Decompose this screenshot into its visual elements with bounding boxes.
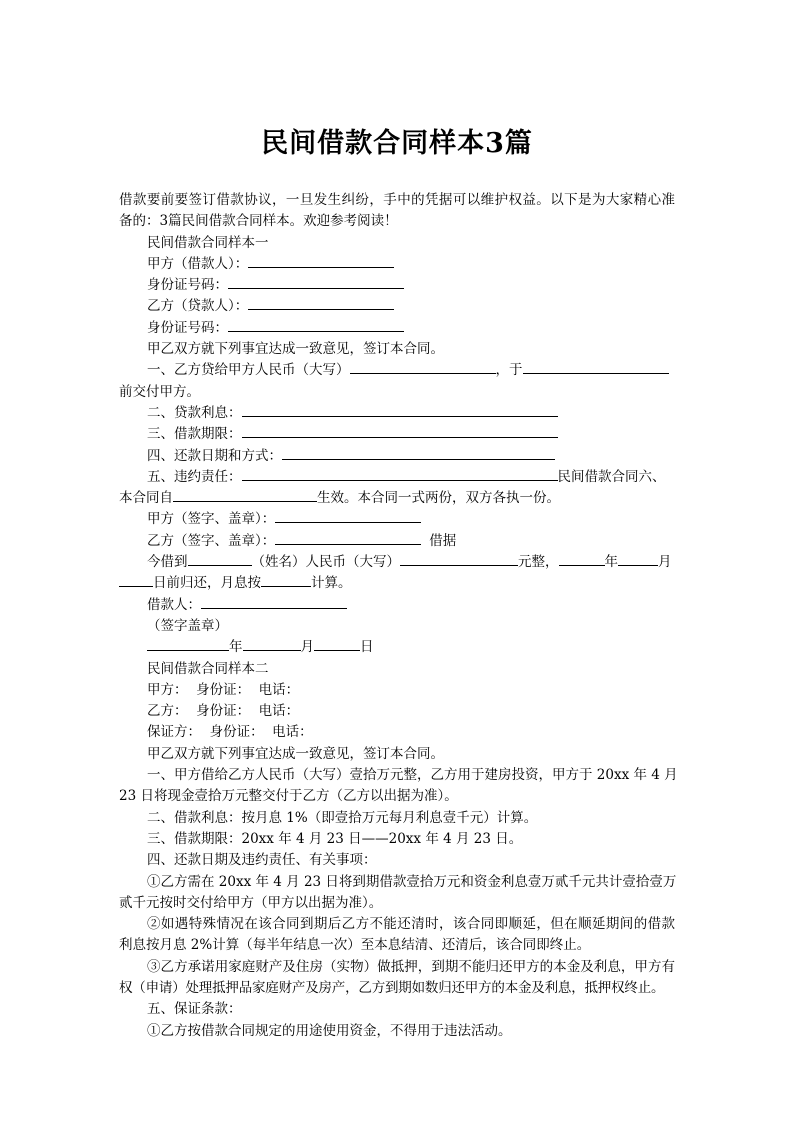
s2-clause-1-line-1: 一、甲方借给乙方人民币（大写）壹拾万元整，乙方用于建房投资，甲方于 20xx 年 4 月 — [147, 767, 678, 784]
interest-blank — [242, 403, 558, 417]
intro-line-2: 备的：3篇民间借款合同样本。欢迎参考阅读！ — [119, 213, 398, 230]
id-b-label: 身份证号码： — [147, 319, 228, 336]
s2-clause-2: 二、借款利息：按月息 1%（即壹拾万元每月利息壹千元）计算。 — [147, 809, 538, 826]
sign-year: 年 — [229, 639, 243, 656]
s2-clause-4: 四、还款日期及违约责任、有关事项： — [147, 852, 377, 869]
party-a-line — [119, 254, 675, 275]
id-b-blank — [228, 318, 404, 332]
receipt-heading: 借据 — [429, 532, 457, 549]
id-a-label: 身份证号码： — [147, 277, 228, 294]
lender-name-blank — [188, 552, 252, 566]
s2-guarantor: 保证方： 身份证： 电话： — [147, 724, 313, 741]
agreement-line: 甲乙双方就下列事宜达成一致意见，签订本合同。 — [147, 341, 444, 358]
liability-blank — [242, 467, 558, 481]
amount-blank — [350, 360, 496, 374]
repayment-blank — [282, 446, 555, 460]
clause-6-label: 本合同自 — [119, 490, 173, 507]
sign-month-blank — [243, 637, 301, 651]
clause-4-label: 四、还款日期和方式： — [147, 447, 282, 464]
party-b-label: 乙方（贷款人）： — [147, 298, 249, 315]
section-2-heading: 民间借款合同样本二 — [147, 660, 269, 677]
id-a-line — [119, 275, 675, 296]
borrower-label: 借款人： — [147, 596, 201, 613]
document-body — [119, 190, 678, 1042]
s2-clause-1-line-2: 23 日将现金壹拾万元整交付于乙方（乙方以出据为准）。 — [119, 788, 458, 805]
clause-3-line — [119, 424, 675, 445]
sign-day-blank — [314, 637, 360, 651]
receipt-year: 年 — [604, 554, 618, 571]
sign-a-line — [119, 509, 675, 530]
s2-clause-4-2-line-1: ②如遇特殊情况在该合同到期后乙方不能还清时，该合同即顺延，但在顺延期间的借款 — [147, 916, 675, 933]
borrower-line — [119, 595, 675, 616]
s2-clause-5-1: ①乙方按借款合同规定的用途使用资金，不得用于违法活动。 — [147, 1022, 512, 1039]
id-a-blank — [228, 275, 404, 289]
s2-clause-4-3-line-2: 权（申请）处理抵押品家庭财产及房产，乙方到期如数归还甲方的本金及利息，抵押权终止。 — [119, 979, 665, 996]
receipt-line-2 — [119, 573, 675, 594]
receipt-borrowed: 今借到 — [147, 554, 188, 571]
clause-6-tail: 生效。本合同一式两份，双方各执一份。 — [317, 490, 560, 507]
section-1-heading: 民间借款合同样本一 — [147, 234, 269, 251]
s2-clause-5: 五、保证条款： — [147, 1001, 242, 1018]
clause-2-label: 二、贷款利息： — [147, 404, 242, 421]
clause-2-line — [119, 403, 675, 424]
id-b-line — [119, 318, 675, 339]
s2-clause-4-3-line-1: ③乙方承诺用家庭财产及住房（实物）做抵押，到期不能归还甲方的本金及利息，甲方有 — [147, 958, 675, 975]
sign-b-line — [119, 531, 675, 552]
s2-agreement: 甲乙双方就下列事宜达成一致意见，签订本合同。 — [147, 745, 444, 762]
receipt-amount-blank — [400, 552, 518, 566]
s2-clause-4-1-line-1: ①乙方需在 20xx 年 4 月 23 日将到期借款壹拾万元和资金利息壹万贰千元共计壹拾壹万 — [147, 873, 677, 890]
date-line — [119, 637, 675, 658]
receipt-due: 日前归还，月息按 — [153, 575, 261, 592]
receipt-calc: 计算。 — [311, 575, 352, 592]
party-b-blank — [248, 296, 394, 310]
sign-b-blank — [275, 531, 421, 545]
clause-4-line — [119, 446, 675, 467]
receipt-year-blank — [559, 552, 605, 566]
effective-blank — [173, 488, 317, 502]
party-a-blank — [248, 254, 394, 268]
s2-clause-3: 三、借款期限：20xx 年 4 月 23 日——20xx 年 4 月 23 日。 — [147, 830, 523, 847]
clause-6-line — [119, 488, 675, 509]
sign-a-blank — [275, 509, 421, 523]
intro-line-1: 借款要前要签订借款协议，一旦发生纠纷，手中的凭据可以维护权益。以下是为大家精心准 — [119, 192, 675, 208]
receipt-month: 月 — [658, 554, 672, 571]
seal-line: （签字盖章） — [147, 617, 228, 634]
sign-a-label: 甲方（签字、盖章）： — [147, 511, 276, 528]
clause-5-line — [119, 467, 675, 488]
receipt-line-1 — [119, 552, 675, 573]
date-blank — [523, 360, 669, 374]
receipt-yuan: 元整， — [518, 554, 559, 571]
clause-3-label: 三、借款期限： — [147, 426, 242, 443]
monthly-rate-blank — [261, 573, 311, 587]
receipt-currency: （姓名）人民币（大写） — [251, 554, 400, 571]
s2-clause-4-1-line-2: 贰千元按时交付给甲方（甲方以出据为准）。 — [119, 894, 383, 911]
party-a-label: 甲方（借款人）： — [147, 255, 249, 272]
term-blank — [242, 424, 558, 438]
clause-1-text: 一、乙方贷给甲方人民币（大写） — [147, 362, 350, 379]
clause-5-label: 五、违约责任： — [147, 468, 242, 485]
borrower-blank — [201, 595, 347, 609]
receipt-day-blank — [119, 573, 153, 587]
document-title: 民间借款合同样本3篇 — [261, 128, 533, 159]
sign-day: 日 — [360, 639, 374, 656]
sign-b-label: 乙方（签字、盖章）： — [147, 532, 276, 549]
s2-party-a: 甲方： 身份证： 电话： — [147, 681, 300, 698]
clause-1-at: ，于 — [495, 362, 523, 379]
clause-5-tail: 民间借款合同六、 — [557, 468, 666, 485]
s2-clause-4-2-line-2: 利息按月息 2%计算（每半年结息一次）至本息结清、还清后，该合同即终止。 — [119, 937, 591, 954]
sign-month: 月 — [300, 639, 314, 656]
receipt-month-blank — [618, 552, 658, 566]
clause-1-cont: 前交付甲方。 — [119, 383, 200, 400]
party-b-line — [119, 296, 675, 317]
s2-party-b: 乙方： 身份证： 电话： — [147, 703, 300, 720]
sign-year-blank — [147, 637, 229, 651]
clause-1-line — [119, 360, 675, 381]
